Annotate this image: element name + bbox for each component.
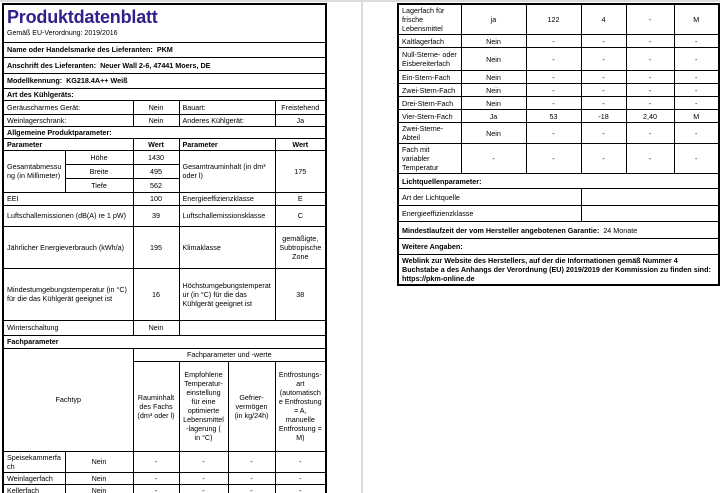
annual-energy-value: 195: [133, 226, 179, 268]
compartment-defrost: -: [674, 84, 719, 97]
compartment-defrost: -: [674, 123, 719, 144]
compartment-freeze: -: [626, 97, 674, 110]
noise-label: Luftschallemissionen (dB(A) re 1 pW): [3, 205, 133, 226]
table-row: [398, 97, 719, 110]
compartment-temp: -: [581, 84, 626, 97]
supplier-address-value: Neuer Wall 2-6, 47441 Moers, DE: [100, 60, 211, 70]
product-datasheet-table-page-1: [2, 3, 327, 493]
compartment-volume: -: [133, 472, 179, 484]
compartment-volume: -: [526, 123, 581, 144]
min-ambient-temp-label: Mindestumgebungstemperatur (in °C) für die das Kühlgerät geeignet ist: [3, 268, 133, 320]
supplier-address-label: Anschrift des Lieferanten:: [7, 60, 97, 70]
compartment-defrost: M: [674, 110, 719, 123]
compartment-name: Ein-Stern-Fach: [398, 71, 461, 84]
doc-title: Produktdatenblatt: [7, 6, 158, 27]
compartment-present: Nein: [461, 97, 526, 110]
min-ambient-temp-value: 16: [133, 268, 179, 320]
compartment-freeze: -: [626, 84, 674, 97]
compartment-temp: -: [179, 451, 228, 472]
compartment-defrost: -: [275, 472, 326, 484]
compartment-volume: -: [526, 71, 581, 84]
compartment-volume: -: [526, 84, 581, 97]
warranty-label: Mindestlaufzeit der vom Hersteller angebotenen Garantie:: [402, 225, 600, 235]
supplier-address-cell: [3, 57, 326, 73]
table-row: [398, 110, 719, 123]
compartment-name: Null-Sterne- oder Eisbereiterfach: [398, 48, 461, 71]
table-row: [3, 192, 326, 205]
light-section-heading-row: [398, 174, 719, 189]
compartment-name: Kaltlagerfach: [398, 35, 461, 48]
compartment-present: -: [461, 144, 526, 174]
climate-class-value: gemäßigte, Subtropische Zone: [275, 226, 326, 268]
dimension-name-depth: Tiefe: [65, 178, 133, 192]
warranty-row: [398, 222, 719, 239]
general-section-heading-row: [3, 126, 326, 138]
table-row: [3, 205, 326, 226]
compartment-name: Fach mit variabler Temperatur: [398, 144, 461, 174]
table-row: [398, 48, 719, 71]
title-cell: [3, 4, 326, 42]
other-fridge-label: Anderes Kühlgerät:: [179, 114, 275, 126]
supplier-name-value: PKM: [156, 45, 173, 54]
light-class-label: Energieeffizienzklasse: [398, 206, 581, 222]
noise-class-value: C: [275, 205, 326, 226]
annual-energy-label: Jährlicher Energieverbrauch (kWh/a): [3, 226, 133, 268]
compartment-temp: -: [581, 123, 626, 144]
noise-value: 39: [133, 205, 179, 226]
compartment-temp: -: [179, 484, 228, 493]
compartment-name: Kellerfach: [3, 484, 65, 493]
other-fridge-value: Ja: [275, 114, 326, 126]
table-row: [398, 84, 719, 97]
compartment-freeze: -: [626, 48, 674, 71]
compartment-freeze: -: [228, 484, 275, 493]
col-header-parameter-2: Parameter: [179, 138, 275, 150]
compartment-present: Nein: [65, 472, 133, 484]
compartment-volume: 122: [526, 4, 581, 35]
col-header-parameter-1: Parameter: [3, 138, 133, 150]
dimension-value-width: 495: [133, 164, 179, 178]
product-datasheet-table-page-2: [397, 3, 720, 286]
compartment-section-heading: Fachparameter: [3, 335, 326, 348]
supplier-name-row: [3, 42, 326, 57]
manufacturer-weblink-text: Weblink zur Website des Herstellers, auf der die Informationen gemäß Nummer 4 Buchstabe a des Anhangs der Verordnung (EU) 2019/2019 der Kommission zu finden sind: https://pkm-online.de: [398, 255, 719, 286]
design-type-label: Bauart:: [179, 100, 275, 114]
table-row: [3, 472, 326, 484]
compartment-defrost: -: [674, 144, 719, 174]
eei-label: EEI: [3, 192, 133, 205]
light-class-value: [581, 206, 719, 222]
model-id-label: Modellkennung:: [7, 76, 63, 85]
winter-setting-value: Nein: [133, 320, 179, 335]
compartment-freeze: -: [228, 451, 275, 472]
climate-class-label: Klimaklasse: [179, 226, 275, 268]
col-header-defrost-type: Entfrostungs-art (automatische Entfrostung = A, manuelle Entfrostung = M): [275, 361, 326, 451]
general-section-heading: Allgemeine Produktparameter:: [3, 126, 326, 138]
compartment-temp: -18: [581, 110, 626, 123]
compartment-name: Lagerfach für frische Lebensmittel: [398, 4, 461, 35]
compartment-temp: -: [179, 472, 228, 484]
table-row: [398, 144, 719, 174]
table-row: [398, 71, 719, 84]
compartment-freeze: -: [626, 71, 674, 84]
type-section-heading-row: [3, 88, 326, 100]
compartment-present: Nein: [461, 123, 526, 144]
compartment-present: ja: [461, 4, 526, 35]
compartment-name: Vier-Stern-Fach: [398, 110, 461, 123]
col-header-recommended-temp: Empfohlene Temperatur-einstellung für eine optimierte Lebensmittel-lagerung ( in °C): [179, 361, 228, 451]
compartment-present: Nein: [461, 71, 526, 84]
parameter-header-row: [3, 138, 326, 150]
low-noise-label: Geräuscharmes Gerät:: [3, 100, 133, 114]
wine-storage-value: Nein: [133, 114, 179, 126]
type-section-heading: Art des Kühlgeräts:: [3, 88, 326, 100]
winter-setting-empty-cell: [179, 320, 326, 335]
compartment-volume: -: [526, 48, 581, 71]
datasheet-page-2: [397, 3, 718, 286]
compartment-temp: -: [581, 144, 626, 174]
compartment-freeze: -: [626, 123, 674, 144]
warranty-cell: [398, 222, 719, 239]
compartment-volume: -: [133, 451, 179, 472]
dimension-value-depth: 562: [133, 178, 179, 192]
compartment-volume: -: [133, 484, 179, 493]
table-row: [3, 484, 326, 493]
compartment-volume: 53: [526, 110, 581, 123]
regulation-subtitle: Gemäß EU-Verordnung: 2019/2016: [7, 29, 118, 37]
col-header-compartment-volume: Rauminhalt des Fachs (dm³ oder l): [133, 361, 179, 451]
light-section-heading: Lichtquellenparameter:: [398, 174, 719, 189]
total-volume-label: Gesamtrauminhalt (in dm³ oder l): [179, 150, 275, 192]
compartment-freeze: -: [626, 4, 674, 35]
compartment-name: Zwei-Sterne-Abteil: [398, 123, 461, 144]
table-row: [3, 114, 326, 126]
design-type-value: Freistehend: [275, 100, 326, 114]
col-header-value-2: Wert: [275, 138, 326, 150]
compartment-name: Weinlagerfach: [3, 472, 65, 484]
winter-setting-label: Winterschaltung: [3, 320, 133, 335]
compartment-defrost: -: [275, 451, 326, 472]
additional-heading-row: [398, 239, 719, 255]
light-type-value: [581, 189, 719, 206]
compartment-freeze: -: [626, 35, 674, 48]
table-row: [3, 226, 326, 268]
compartment-volume: -: [526, 97, 581, 110]
col-header-freezing-capacity: Gefrier-vermögen (in kg/24h): [228, 361, 275, 451]
dimension-name-height: Höhe: [65, 150, 133, 164]
compartment-section-heading-row: [3, 335, 326, 348]
table-row: [3, 268, 326, 320]
compartment-volume: -: [526, 144, 581, 174]
compartment-volume: -: [526, 35, 581, 48]
compartment-present: Nein: [461, 48, 526, 71]
energy-class-label: Energieeffizienzklasse: [179, 192, 275, 205]
compartment-name: Zwei-Stern-Fach: [398, 84, 461, 97]
compartment-temp: -: [581, 97, 626, 110]
table-row: [398, 35, 719, 48]
compartment-defrost: M: [674, 4, 719, 35]
compartment-defrost: -: [674, 35, 719, 48]
compartment-present: Nein: [65, 484, 133, 493]
light-type-row: [398, 189, 719, 206]
model-id-row: [3, 73, 326, 88]
low-noise-value: Nein: [133, 100, 179, 114]
compartment-group-header: Fachparameter und -werte: [133, 348, 326, 361]
total-volume-value: 175: [275, 150, 326, 192]
page-break-line-vertical: [361, 0, 363, 493]
table-row: [3, 451, 326, 472]
title-row: [3, 4, 326, 42]
light-class-row: [398, 206, 719, 222]
compartment-freeze: -: [626, 144, 674, 174]
compartment-temp: -: [581, 35, 626, 48]
warranty-value: 24 Monate: [603, 225, 638, 235]
compartment-defrost: -: [674, 97, 719, 110]
supplier-name-cell: [3, 42, 326, 57]
supplier-name-label: Name oder Handelsmarke des Lieferanten:: [7, 45, 153, 54]
table-row: [3, 150, 326, 164]
compartment-defrost: -: [674, 71, 719, 84]
dimension-name-width: Breite: [65, 164, 133, 178]
model-id-cell: [3, 73, 326, 88]
weblink-row: [398, 255, 719, 286]
model-id-value: KG218.4A++ Weiß: [66, 76, 128, 85]
compartment-name: Speisekammerfach: [3, 451, 65, 472]
compartment-group-header-row: [3, 348, 326, 361]
dimensions-label: Gesamtabmessung (in Millimeter): [3, 150, 65, 192]
compartment-present: Nein: [65, 451, 133, 472]
col-header-value-1: Wert: [133, 138, 179, 150]
eei-value: 100: [133, 192, 179, 205]
compartment-present: Nein: [461, 35, 526, 48]
max-ambient-temp-value: 38: [275, 268, 326, 320]
table-row: [3, 320, 326, 335]
compartment-present: Ja: [461, 110, 526, 123]
table-row: [3, 100, 326, 114]
compartment-type-col-header: Fachtyp: [3, 348, 133, 451]
table-row: [398, 123, 719, 144]
compartment-present: Nein: [461, 84, 526, 97]
table-row: [398, 4, 719, 35]
max-ambient-temp-label: Höchstumgebungstemperatur (in °C) für die das Kühlgerät geeignet ist: [179, 268, 275, 320]
supplier-address-row: [3, 57, 326, 73]
page-break-line-horizontal: [0, 0, 720, 2]
light-type-label: Art der Lichtquelle: [398, 189, 581, 206]
wine-storage-label: Weinlagerschrank:: [3, 114, 133, 126]
additional-heading: Weitere Angaben:: [398, 239, 719, 255]
datasheet-page-1: [2, 3, 325, 493]
compartment-freeze: 2,40: [626, 110, 674, 123]
compartment-defrost: -: [275, 484, 326, 493]
compartment-name: Drei-Stern-Fach: [398, 97, 461, 110]
compartment-temp: -: [581, 48, 626, 71]
compartment-temp: 4: [581, 4, 626, 35]
compartment-temp: -: [581, 71, 626, 84]
compartment-freeze: -: [228, 472, 275, 484]
noise-class-label: Luftschallemissionsklasse: [179, 205, 275, 226]
energy-class-value: E: [275, 192, 326, 205]
dimension-value-height: 1430: [133, 150, 179, 164]
compartment-defrost: -: [674, 48, 719, 71]
